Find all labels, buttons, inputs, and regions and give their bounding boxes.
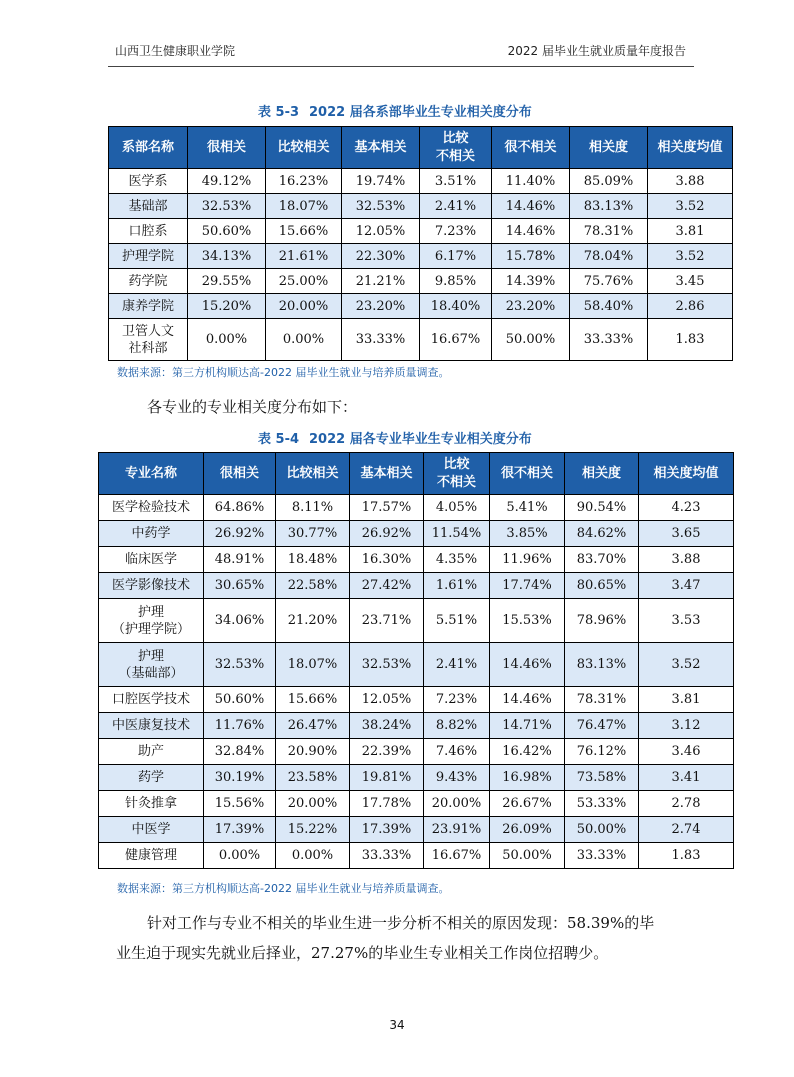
table1-caption-title: 2022 届各系部毕业生专业相关度分布 — [309, 105, 532, 120]
value-cell: 32.53% — [350, 643, 424, 687]
value-cell: 14.46% — [492, 194, 570, 219]
value-cell: 14.46% — [492, 219, 570, 244]
row-label-cell: 中医康复技术 — [99, 713, 204, 739]
value-cell: 3.52 — [639, 643, 734, 687]
value-cell: 17.57% — [350, 495, 424, 521]
value-cell: 17.78% — [350, 791, 424, 817]
value-cell: 7.23% — [424, 687, 490, 713]
value-cell: 4.05% — [424, 495, 490, 521]
value-cell: 73.58% — [565, 765, 639, 791]
value-cell: 17.39% — [204, 817, 276, 843]
column-header: 相关度 — [565, 453, 639, 495]
value-cell: 11.40% — [492, 169, 570, 194]
value-cell: 9.85% — [420, 269, 492, 294]
value-cell: 14.39% — [492, 269, 570, 294]
column-header: 比较 不相关 — [420, 127, 492, 169]
row-label-cell: 助产 — [99, 739, 204, 765]
value-cell: 85.09% — [570, 169, 648, 194]
value-cell: 0.00% — [204, 843, 276, 869]
row-label-cell: 医学检验技术 — [99, 495, 204, 521]
row-label-cell: 护理 （基础部） — [99, 643, 204, 687]
value-cell: 2.78 — [639, 791, 734, 817]
value-cell: 20.00% — [276, 791, 350, 817]
value-cell: 3.85% — [490, 521, 565, 547]
value-cell: 50.60% — [204, 687, 276, 713]
table-row — [109, 169, 733, 194]
value-cell: 15.66% — [266, 219, 342, 244]
value-cell: 18.40% — [420, 294, 492, 319]
table-row — [109, 244, 733, 269]
value-cell: 14.46% — [490, 643, 565, 687]
value-cell: 0.00% — [276, 843, 350, 869]
value-cell: 14.71% — [490, 713, 565, 739]
table1-source: 数据来源：第三方机构顺达高-2022 届毕业生就业与培养质量调查。 — [117, 366, 450, 379]
value-cell: 26.92% — [204, 521, 276, 547]
value-cell: 30.65% — [204, 573, 276, 599]
value-cell: 23.91% — [424, 817, 490, 843]
value-cell: 16.67% — [424, 843, 490, 869]
value-cell: 8.82% — [424, 713, 490, 739]
table2-caption-num: 表 5-4 — [258, 432, 300, 447]
table-row — [99, 573, 734, 599]
value-cell: 23.20% — [492, 294, 570, 319]
row-label-cell: 医学影像技术 — [99, 573, 204, 599]
column-header: 比较相关 — [266, 127, 342, 169]
value-cell: 75.76% — [570, 269, 648, 294]
value-cell: 33.33% — [570, 319, 648, 361]
value-cell: 23.20% — [342, 294, 420, 319]
row-label-cell: 临床医学 — [99, 547, 204, 573]
table-row — [99, 791, 734, 817]
value-cell: 76.12% — [565, 739, 639, 765]
value-cell: 50.00% — [490, 843, 565, 869]
table2-caption — [258, 428, 542, 447]
table-row — [99, 713, 734, 739]
value-cell: 25.00% — [266, 269, 342, 294]
value-cell: 50.00% — [565, 817, 639, 843]
value-cell: 2.41% — [420, 194, 492, 219]
table-row — [99, 765, 734, 791]
value-cell: 53.33% — [565, 791, 639, 817]
column-header: 相关度 — [570, 127, 648, 169]
column-header: 相关度均值 — [648, 127, 733, 169]
header-school: 山西卫生健康职业学院 — [115, 44, 236, 58]
row-label-cell: 医学系 — [109, 169, 188, 194]
value-cell: 78.31% — [570, 219, 648, 244]
value-cell: 17.74% — [490, 573, 565, 599]
value-cell: 3.88 — [648, 169, 733, 194]
table-row — [99, 687, 734, 713]
value-cell: 20.00% — [424, 791, 490, 817]
value-cell: 11.76% — [204, 713, 276, 739]
value-cell: 12.05% — [342, 219, 420, 244]
value-cell: 7.23% — [420, 219, 492, 244]
value-cell: 33.33% — [342, 319, 420, 361]
row-label-cell: 药学 — [99, 765, 204, 791]
value-cell: 21.21% — [342, 269, 420, 294]
value-cell: 20.00% — [266, 294, 342, 319]
value-cell: 23.71% — [350, 599, 424, 643]
table-row — [99, 843, 734, 869]
value-cell: 84.62% — [565, 521, 639, 547]
value-cell: 26.92% — [350, 521, 424, 547]
value-cell: 83.70% — [565, 547, 639, 573]
row-label-cell: 针灸推拿 — [99, 791, 204, 817]
row-label-cell: 中医学 — [99, 817, 204, 843]
value-cell: 16.30% — [350, 547, 424, 573]
value-cell: 22.30% — [342, 244, 420, 269]
value-cell: 15.66% — [276, 687, 350, 713]
value-cell: 0.00% — [188, 319, 266, 361]
value-cell: 21.20% — [276, 599, 350, 643]
column-header: 比较相关 — [276, 453, 350, 495]
value-cell: 2.86 — [648, 294, 733, 319]
row-label-cell: 护理 （护理学院） — [99, 599, 204, 643]
value-cell: 15.53% — [490, 599, 565, 643]
value-cell: 83.13% — [570, 194, 648, 219]
value-cell: 32.53% — [342, 194, 420, 219]
value-cell: 32.53% — [188, 194, 266, 219]
table-row — [109, 219, 733, 244]
value-cell: 33.33% — [350, 843, 424, 869]
value-cell: 78.04% — [570, 244, 648, 269]
value-cell: 48.91% — [204, 547, 276, 573]
value-cell: 33.33% — [565, 843, 639, 869]
table-row — [109, 269, 733, 294]
value-cell: 19.81% — [350, 765, 424, 791]
department-relevance-table — [108, 126, 733, 361]
table2-source: 数据来源：第三方机构顺达高-2022 届毕业生就业与培养质量调查。 — [117, 882, 450, 895]
table-row — [99, 547, 734, 573]
column-header: 相关度均值 — [639, 453, 734, 495]
value-cell: 16.23% — [266, 169, 342, 194]
value-cell: 50.00% — [492, 319, 570, 361]
value-cell: 32.84% — [204, 739, 276, 765]
value-cell: 1.61% — [424, 573, 490, 599]
value-cell: 38.24% — [350, 713, 424, 739]
value-cell: 6.17% — [420, 244, 492, 269]
table1-caption-num: 表 5-3 — [258, 105, 300, 120]
value-cell: 16.67% — [420, 319, 492, 361]
row-label-cell: 康养学院 — [109, 294, 188, 319]
value-cell: 3.47 — [639, 573, 734, 599]
value-cell: 18.48% — [276, 547, 350, 573]
header-divider — [108, 66, 694, 67]
value-cell: 15.56% — [204, 791, 276, 817]
table-row — [109, 294, 733, 319]
column-header: 比较 不相关 — [424, 453, 490, 495]
table-row — [99, 495, 734, 521]
value-cell: 18.07% — [276, 643, 350, 687]
major-relevance-table — [98, 452, 734, 869]
value-cell: 78.96% — [565, 599, 639, 643]
value-cell: 83.13% — [565, 643, 639, 687]
row-label-cell: 卫管人文 社科部 — [109, 319, 188, 361]
value-cell: 90.54% — [565, 495, 639, 521]
conclusion-line-1: 针对工作与专业不相关的毕业生进一步分析不相关的原因发现：58.39%的毕 — [147, 914, 655, 932]
value-cell: 16.98% — [490, 765, 565, 791]
value-cell: 0.00% — [266, 319, 342, 361]
value-cell: 4.35% — [424, 547, 490, 573]
value-cell: 5.41% — [490, 495, 565, 521]
value-cell: 11.54% — [424, 521, 490, 547]
value-cell: 80.65% — [565, 573, 639, 599]
table-row — [99, 817, 734, 843]
row-label-cell: 口腔系 — [109, 219, 188, 244]
value-cell: 4.23 — [639, 495, 734, 521]
value-cell: 3.52 — [648, 244, 733, 269]
value-cell: 11.96% — [490, 547, 565, 573]
value-cell: 26.09% — [490, 817, 565, 843]
table2-caption-title: 2022 届各专业毕业生专业相关度分布 — [309, 432, 532, 447]
row-label-cell: 基础部 — [109, 194, 188, 219]
value-cell: 1.83 — [639, 843, 734, 869]
value-cell: 9.43% — [424, 765, 490, 791]
header-report-title: 2022 届毕业生就业质量年度报告 — [507, 44, 686, 58]
value-cell: 3.88 — [639, 547, 734, 573]
column-header: 系部名称 — [109, 127, 188, 169]
table-header-row — [99, 453, 734, 495]
value-cell: 30.19% — [204, 765, 276, 791]
value-cell: 22.58% — [276, 573, 350, 599]
value-cell: 27.42% — [350, 573, 424, 599]
value-cell: 58.40% — [570, 294, 648, 319]
value-cell: 30.77% — [276, 521, 350, 547]
row-label-cell: 口腔医学技术 — [99, 687, 204, 713]
value-cell: 15.78% — [492, 244, 570, 269]
value-cell: 3.65 — [639, 521, 734, 547]
value-cell: 14.46% — [490, 687, 565, 713]
column-header: 很相关 — [204, 453, 276, 495]
value-cell: 1.83 — [648, 319, 733, 361]
value-cell: 23.58% — [276, 765, 350, 791]
value-cell: 20.90% — [276, 739, 350, 765]
page-number: 34 — [389, 1018, 405, 1032]
value-cell: 16.42% — [490, 739, 565, 765]
table-row — [99, 739, 734, 765]
value-cell: 3.41 — [639, 765, 734, 791]
value-cell: 22.39% — [350, 739, 424, 765]
conclusion-line-2: 业生迫于现实先就业后择业，27.27%的毕业生专业相关工作岗位招聘少。 — [116, 944, 609, 962]
row-label-cell: 护理学院 — [109, 244, 188, 269]
column-header: 很相关 — [188, 127, 266, 169]
value-cell: 3.45 — [648, 269, 733, 294]
value-cell: 29.55% — [188, 269, 266, 294]
value-cell: 26.47% — [276, 713, 350, 739]
table-header-row — [109, 127, 733, 169]
value-cell: 64.86% — [204, 495, 276, 521]
value-cell: 34.06% — [204, 599, 276, 643]
column-header: 很不相关 — [490, 453, 565, 495]
value-cell: 2.41% — [424, 643, 490, 687]
value-cell: 3.81 — [648, 219, 733, 244]
value-cell: 18.07% — [266, 194, 342, 219]
value-cell: 3.52 — [648, 194, 733, 219]
value-cell: 12.05% — [350, 687, 424, 713]
table-row — [99, 643, 734, 687]
row-label-cell: 健康管理 — [99, 843, 204, 869]
value-cell: 32.53% — [204, 643, 276, 687]
table-row — [109, 319, 733, 361]
value-cell: 3.12 — [639, 713, 734, 739]
column-header: 基本相关 — [342, 127, 420, 169]
value-cell: 3.81 — [639, 687, 734, 713]
column-header: 基本相关 — [350, 453, 424, 495]
column-header: 专业名称 — [99, 453, 204, 495]
row-label-cell: 中药学 — [99, 521, 204, 547]
table1-caption — [258, 101, 542, 120]
value-cell: 26.67% — [490, 791, 565, 817]
value-cell: 50.60% — [188, 219, 266, 244]
row-label-cell: 药学院 — [109, 269, 188, 294]
table-row — [99, 599, 734, 643]
column-header: 很不相关 — [492, 127, 570, 169]
value-cell: 15.20% — [188, 294, 266, 319]
value-cell: 17.39% — [350, 817, 424, 843]
value-cell: 5.51% — [424, 599, 490, 643]
value-cell: 78.31% — [565, 687, 639, 713]
value-cell: 3.46 — [639, 739, 734, 765]
value-cell: 8.11% — [276, 495, 350, 521]
table-row — [109, 194, 733, 219]
value-cell: 3.51% — [420, 169, 492, 194]
intro-paragraph: 各专业的专业相关度分布如下： — [147, 398, 358, 416]
value-cell: 21.61% — [266, 244, 342, 269]
value-cell: 2.74 — [639, 817, 734, 843]
value-cell: 7.46% — [424, 739, 490, 765]
value-cell: 15.22% — [276, 817, 350, 843]
value-cell: 34.13% — [188, 244, 266, 269]
value-cell: 19.74% — [342, 169, 420, 194]
value-cell: 49.12% — [188, 169, 266, 194]
value-cell: 76.47% — [565, 713, 639, 739]
table-row — [99, 521, 734, 547]
value-cell: 3.53 — [639, 599, 734, 643]
